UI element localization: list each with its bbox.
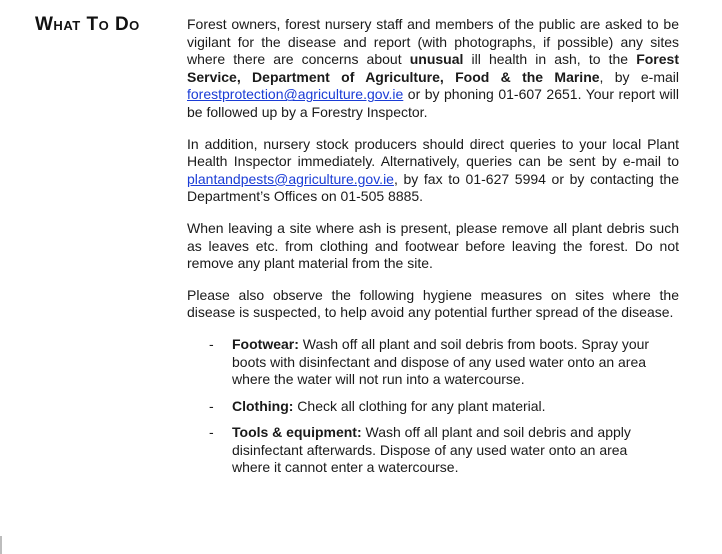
emphasis-unusual: unusual bbox=[409, 51, 464, 68]
list-dash: - bbox=[209, 397, 214, 414]
section-body bbox=[187, 16, 679, 486]
measure-label: Footwear: bbox=[232, 335, 299, 352]
text: ill health in ash, to the bbox=[463, 51, 637, 68]
emphasis-department: Forest Service, Department of Agriculture, Food & the Marine bbox=[187, 51, 679, 85]
text: , by e-mail bbox=[599, 68, 679, 85]
paragraph-nursery bbox=[187, 136, 679, 206]
paragraph-report bbox=[187, 16, 679, 122]
list-dash: - bbox=[209, 335, 214, 352]
paragraph-leaving-site: When leaving a site where ash is present, please remove all plant debris such as leaves etc. from clothing and footwear before leaving the forest. Do not remove any plant material from the site. bbox=[187, 219, 679, 272]
email-link-plantandpests[interactable]: plantandpests@agriculture.gov.ie bbox=[187, 170, 394, 187]
email-link-forestprotection[interactable]: forestprotection@agriculture.gov.ie bbox=[187, 86, 404, 103]
list-dash: - bbox=[209, 424, 214, 441]
list-item-footwear bbox=[187, 336, 657, 389]
list-item-clothing bbox=[187, 398, 657, 416]
hygiene-measures-list bbox=[187, 336, 679, 477]
text: or by phoning 01-607 2651. Your report will be followed up by a Forestry Inspector. bbox=[187, 86, 679, 120]
measure-label: Clothing: bbox=[232, 397, 294, 414]
list-item-tools bbox=[187, 424, 657, 477]
measure-text: Wash off all plant and soil debris and apply disinfectant afterwards. Dispose of any used water onto an area where it cannot enter a watercourse. bbox=[232, 424, 631, 476]
page-edge-mark bbox=[0, 536, 8, 554]
measure-text: Check all clothing for any plant material. bbox=[293, 397, 546, 414]
text: In addition, nursery stock producers should direct queries to your local Plant Health Inspector immediately. Alternatively, queries can be sent by e-mail to bbox=[187, 135, 679, 170]
section-heading: What To Do bbox=[35, 14, 140, 35]
measure-text: Wash off all plant and soil debris from boots. Spray your boots with disinfectant and dispose of any used water onto an area where the water will not run into a watercourse. bbox=[232, 335, 650, 388]
paragraph-hygiene-intro: Please also observe the following hygiene measures on sites where the disease is suspected, to help avoid any potential further spread of the disease. bbox=[187, 286, 679, 321]
text: , by fax to 01-627 5994 or by contacting the Department’s Offices on 01-505 8885. bbox=[187, 170, 679, 205]
measure-label: Tools & equipment: bbox=[232, 424, 362, 441]
text: Forest owners, forest nursery staff and members of the public are asked to be vigilant for the disease and report (with photographs, if possible) any sites where there are concerns about bbox=[187, 16, 679, 68]
